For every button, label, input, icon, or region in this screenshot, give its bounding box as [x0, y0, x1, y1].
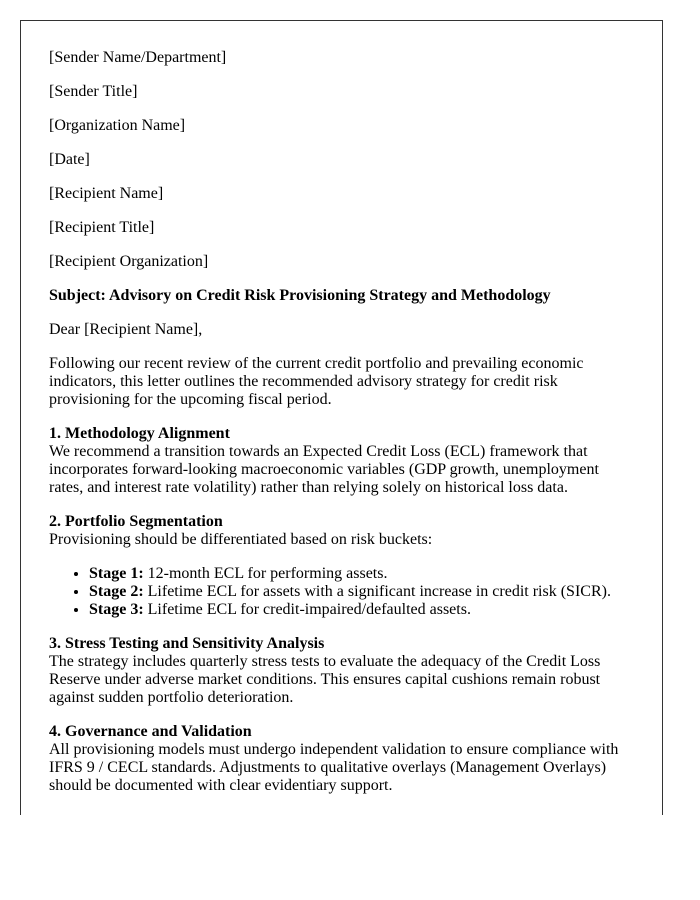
- list-item: [89, 565, 634, 583]
- section-stress-testing: [49, 635, 634, 707]
- section-title: 1. Methodology Alignment: [49, 425, 230, 442]
- sender-name: [Sender Name/Department]: [49, 49, 227, 66]
- section-title: 2. Portfolio Segmentation: [49, 513, 223, 530]
- subject: [49, 287, 634, 305]
- section-title: 3. Stress Testing and Sensitivity Analysis: [49, 635, 325, 652]
- salutation: Dear [Recipient Name],: [49, 321, 203, 338]
- date: [Date]: [49, 151, 90, 168]
- list-item: [89, 583, 634, 601]
- stage-text: Lifetime ECL for assets with a significant increase in credit risk (SICR).: [143, 583, 611, 600]
- section-body: The strategy includes quarterly stress tests to evaluate the adequacy of the Credit Loss Reserve under adverse market conditions. This ensures capital cushions remain robust against sudden portfolio deterioration.: [49, 653, 601, 706]
- recipient-title: [Recipient Title]: [49, 219, 155, 236]
- stage-text: 12-month ECL for performing assets.: [143, 565, 388, 582]
- subject-text: Subject: Advisory on Credit Risk Provisioning Strategy and Methodology: [49, 287, 551, 304]
- stage-text: Lifetime ECL for credit-impaired/defaulted assets.: [143, 601, 471, 618]
- stage-label: Stage 1:: [89, 565, 144, 582]
- section-title: 4. Governance and Validation: [49, 723, 252, 740]
- section-segmentation: [49, 513, 634, 549]
- stage-list: [49, 565, 634, 619]
- stage-label: Stage 3:: [89, 601, 144, 618]
- recipient-name: [Recipient Name]: [49, 185, 164, 202]
- section-body: All provisioning models must undergo independent validation to ensure compliance with IFRS 9 / CECL standards. Adjustments to qualitative overlays (Management Overlays) should be documented with clear evidentiary support.: [49, 741, 619, 794]
- section-governance: [49, 723, 634, 795]
- sender-title: [Sender Title]: [49, 83, 138, 100]
- letter: [20, 20, 663, 815]
- section-methodology: [49, 425, 634, 497]
- intro-paragraph: Following our recent review of the current credit portfolio and prevailing economic indicators, this letter outlines the recommended advisory strategy for credit risk provisioning for the upcoming fiscal period.: [49, 355, 584, 408]
- list-item: [89, 601, 634, 619]
- stage-label: Stage 2:: [89, 583, 144, 600]
- section-body: We recommend a transition towards an Expected Credit Loss (ECL) framework that incorporates forward-looking macroeconomic variables (GDP growth, unemployment rates, and interest rate volatility) rather than relying solely on historical loss data.: [49, 443, 599, 496]
- organization-name: [Organization Name]: [49, 117, 186, 134]
- recipient-organization: [Recipient Organization]: [49, 253, 209, 270]
- section-body: Provisioning should be differentiated based on risk buckets:: [49, 531, 433, 548]
